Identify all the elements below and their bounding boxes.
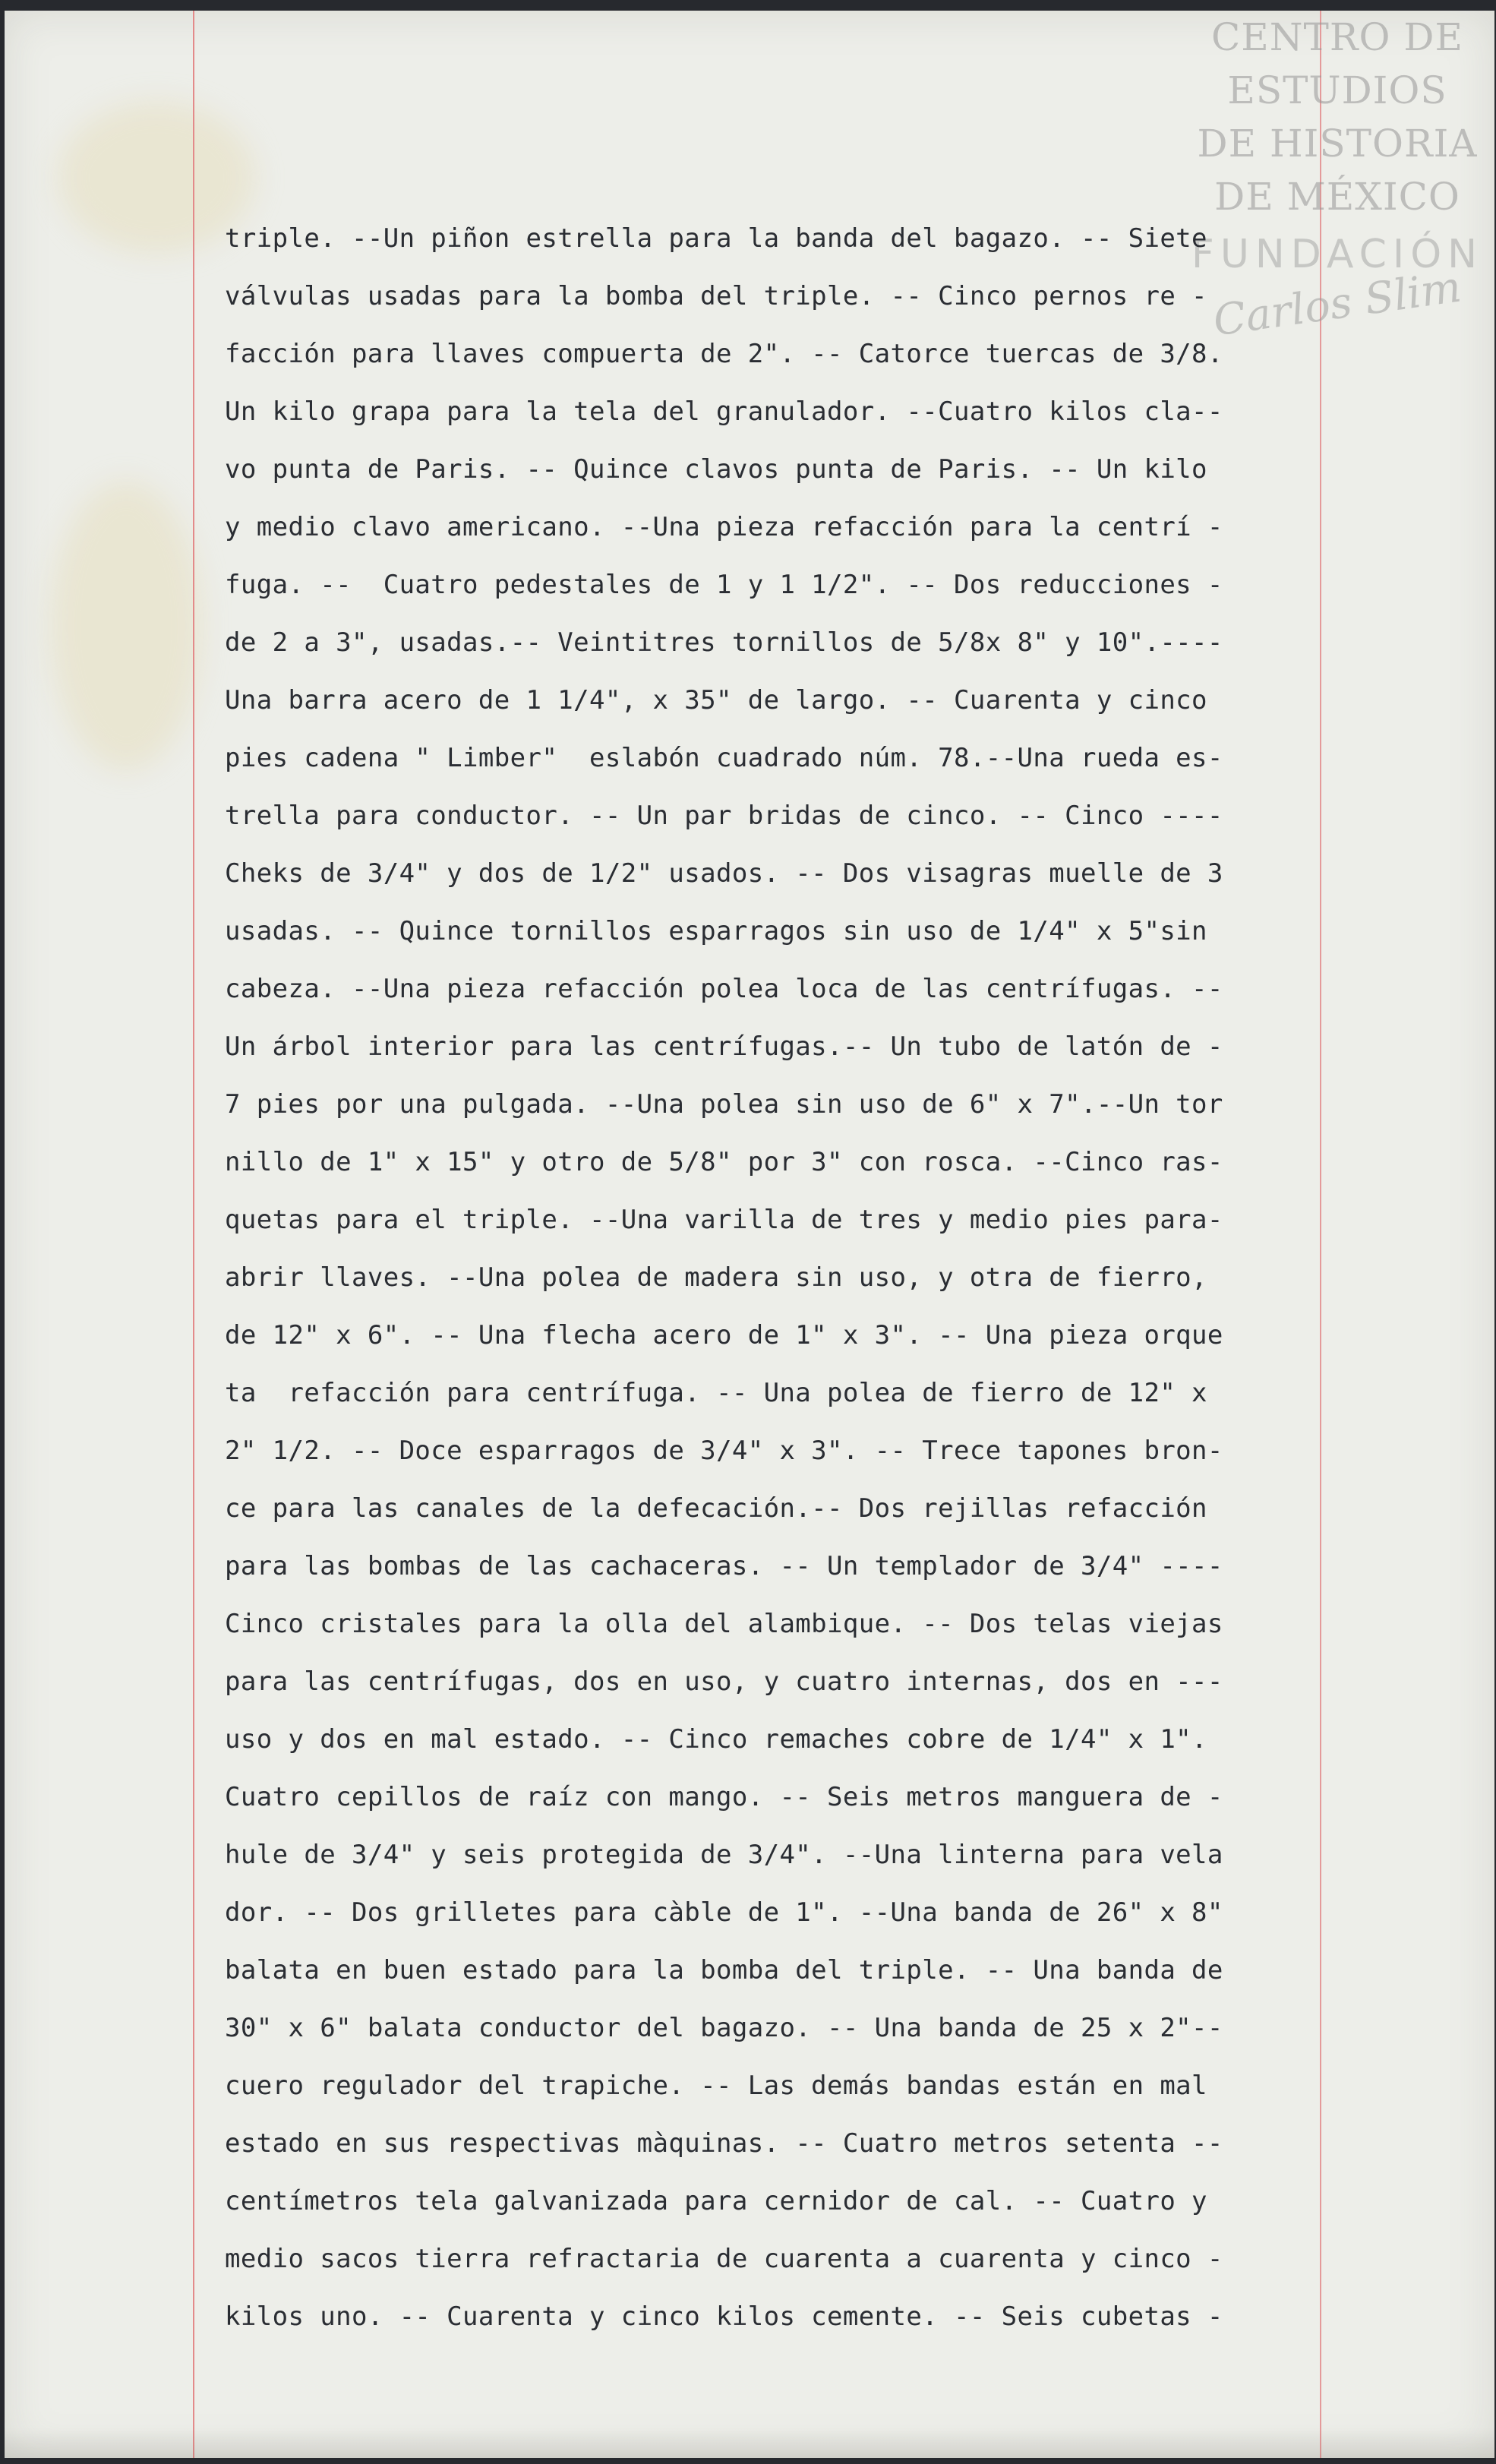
watermark-line-4: DE MÉXICO — [1214, 175, 1460, 219]
text-line: facción para llaves compuerta de 2". -- Catorce tuercas de 3/8. — [225, 339, 1223, 369]
text-line: Un kilo grapa para la tela del granulador. --Cuatro kilos cla-- — [225, 396, 1223, 427]
text-line: medio sacos tierra refractaria de cuarenta a cuarenta y cinco - — [225, 2244, 1223, 2274]
text-line: Una barra acero de 1 1/4", x 35" de largo. -- Cuarenta y cinco — [225, 685, 1207, 716]
watermark-fundacion: FUNDACIÓN — [1191, 232, 1484, 277]
text-line: y medio clavo americano. --Una pieza refacción para la centrí - — [225, 512, 1223, 542]
page-edge-shadow — [5, 2428, 1494, 2458]
text-line: balata en buen estado para la bomba del triple. -- Una banda de — [225, 1955, 1223, 1985]
watermark-line-2: ESTUDIOS — [1227, 68, 1447, 112]
text-line: cuero regulador del trapiche. -- Las demás bandas están en mal — [225, 2071, 1207, 2101]
text-line: dor. -- Dos grilletes para càble de 1". --Una banda de 26" x 8" — [225, 1897, 1223, 1928]
text-line: de 2 a 3", usadas.-- Veintitres tornillos de 5/8x 8" y 10".---- — [225, 627, 1223, 658]
text-line: vo punta de Paris. -- Quince clavos punta de Paris. -- Un kilo — [225, 454, 1207, 485]
text-line: Cheks de 3/4" y dos de 1/2" usados. -- Dos visagras muelle de 3 — [225, 858, 1223, 889]
text-line: para las centrífugas, dos en uso, y cuatro internas, dos en --- — [225, 1666, 1223, 1697]
watermark-line-3: DE HISTORIA — [1197, 122, 1478, 166]
text-line: kilos uno. -- Cuarenta y cinco kilos cemente. -- Seis cubetas - — [225, 2301, 1223, 2332]
text-line: Cuatro cepillos de raíz con mango. -- Seis metros manguera de - — [225, 1782, 1223, 1812]
text-line: ta refacción para centrífuga. -- Una polea de fierro de 12" x — [225, 1378, 1207, 1408]
text-line: Un árbol interior para las centrífugas.-- Un tubo de latón de - — [225, 1031, 1223, 1062]
watermark-signature: Carlos Slim — [1210, 262, 1465, 346]
text-line: abrir llaves. --Una polea de madera sin uso, y otra de fierro, — [225, 1262, 1207, 1293]
text-line: ce para las canales de la defecación.-- Dos rejillas refacción — [225, 1493, 1207, 1524]
text-line: estado en sus respectivas màquinas. -- Cuatro metros setenta -- — [225, 2128, 1223, 2159]
text-line: trella para conductor. -- Un par bridas de cinco. -- Cinco ---- — [225, 801, 1223, 831]
typewritten-text — [225, 210, 1333, 2346]
text-line: 30" x 6" balata conductor del bagazo. -- Una banda de 25 x 2"-- — [225, 2013, 1223, 2043]
document-page — [5, 11, 1494, 2458]
text-line: triple. --Un piñon estrella para la banda del bagazo. -- Siete — [225, 223, 1207, 254]
text-line: para las bombas de las cachaceras. -- Un templador de 3/4" ---- — [225, 1551, 1223, 1581]
text-line: quetas para el triple. --Una varilla de tres y medio pies para- — [225, 1205, 1223, 1235]
text-line: de 12" x 6". -- Una flecha acero de 1" x 3". -- Una pieza orque — [225, 1320, 1223, 1350]
text-line: usadas. -- Quince tornillos esparragos sin uso de 1/4" x 5"sin — [225, 916, 1207, 946]
text-line: Cinco cristales para la olla del alambique. -- Dos telas viejas — [225, 1609, 1223, 1639]
text-line: hule de 3/4" y seis protegida de 3/4". --Una linterna para vela — [225, 1840, 1223, 1870]
text-line: pies cadena " Limber" eslabón cuadrado núm. 78.--Una rueda es- — [225, 743, 1223, 773]
text-line: 2" 1/2. -- Doce esparragos de 3/4" x 3". -- Trece tapones bron- — [225, 1436, 1223, 1466]
text-line: nillo de 1" x 15" y otro de 5/8" por 3" con rosca. --Cinco ras- — [225, 1147, 1223, 1177]
watermark-line-1: CENTRO DE — [1211, 15, 1463, 59]
text-line: válvulas usadas para la bomba del triple. -- Cinco pernos re - — [225, 281, 1207, 311]
text-line: centímetros tela galvanizada para cernidor de cal. -- Cuatro y — [225, 2186, 1207, 2216]
paper-stain — [50, 482, 202, 770]
text-line: 7 pies por una pulgada. --Una polea sin uso de 6" x 7".--Un tor — [225, 1089, 1223, 1120]
left-margin-line — [193, 11, 194, 2458]
text-line: uso y dos en mal estado. -- Cinco remaches cobre de 1/4" x 1". — [225, 1724, 1207, 1755]
text-line: cabeza. --Una pieza refacción polea loca de las centrífugas. -- — [225, 974, 1223, 1004]
text-line: fuga. -- Cuatro pedestales de 1 y 1 1/2". -- Dos reducciones - — [225, 570, 1223, 600]
